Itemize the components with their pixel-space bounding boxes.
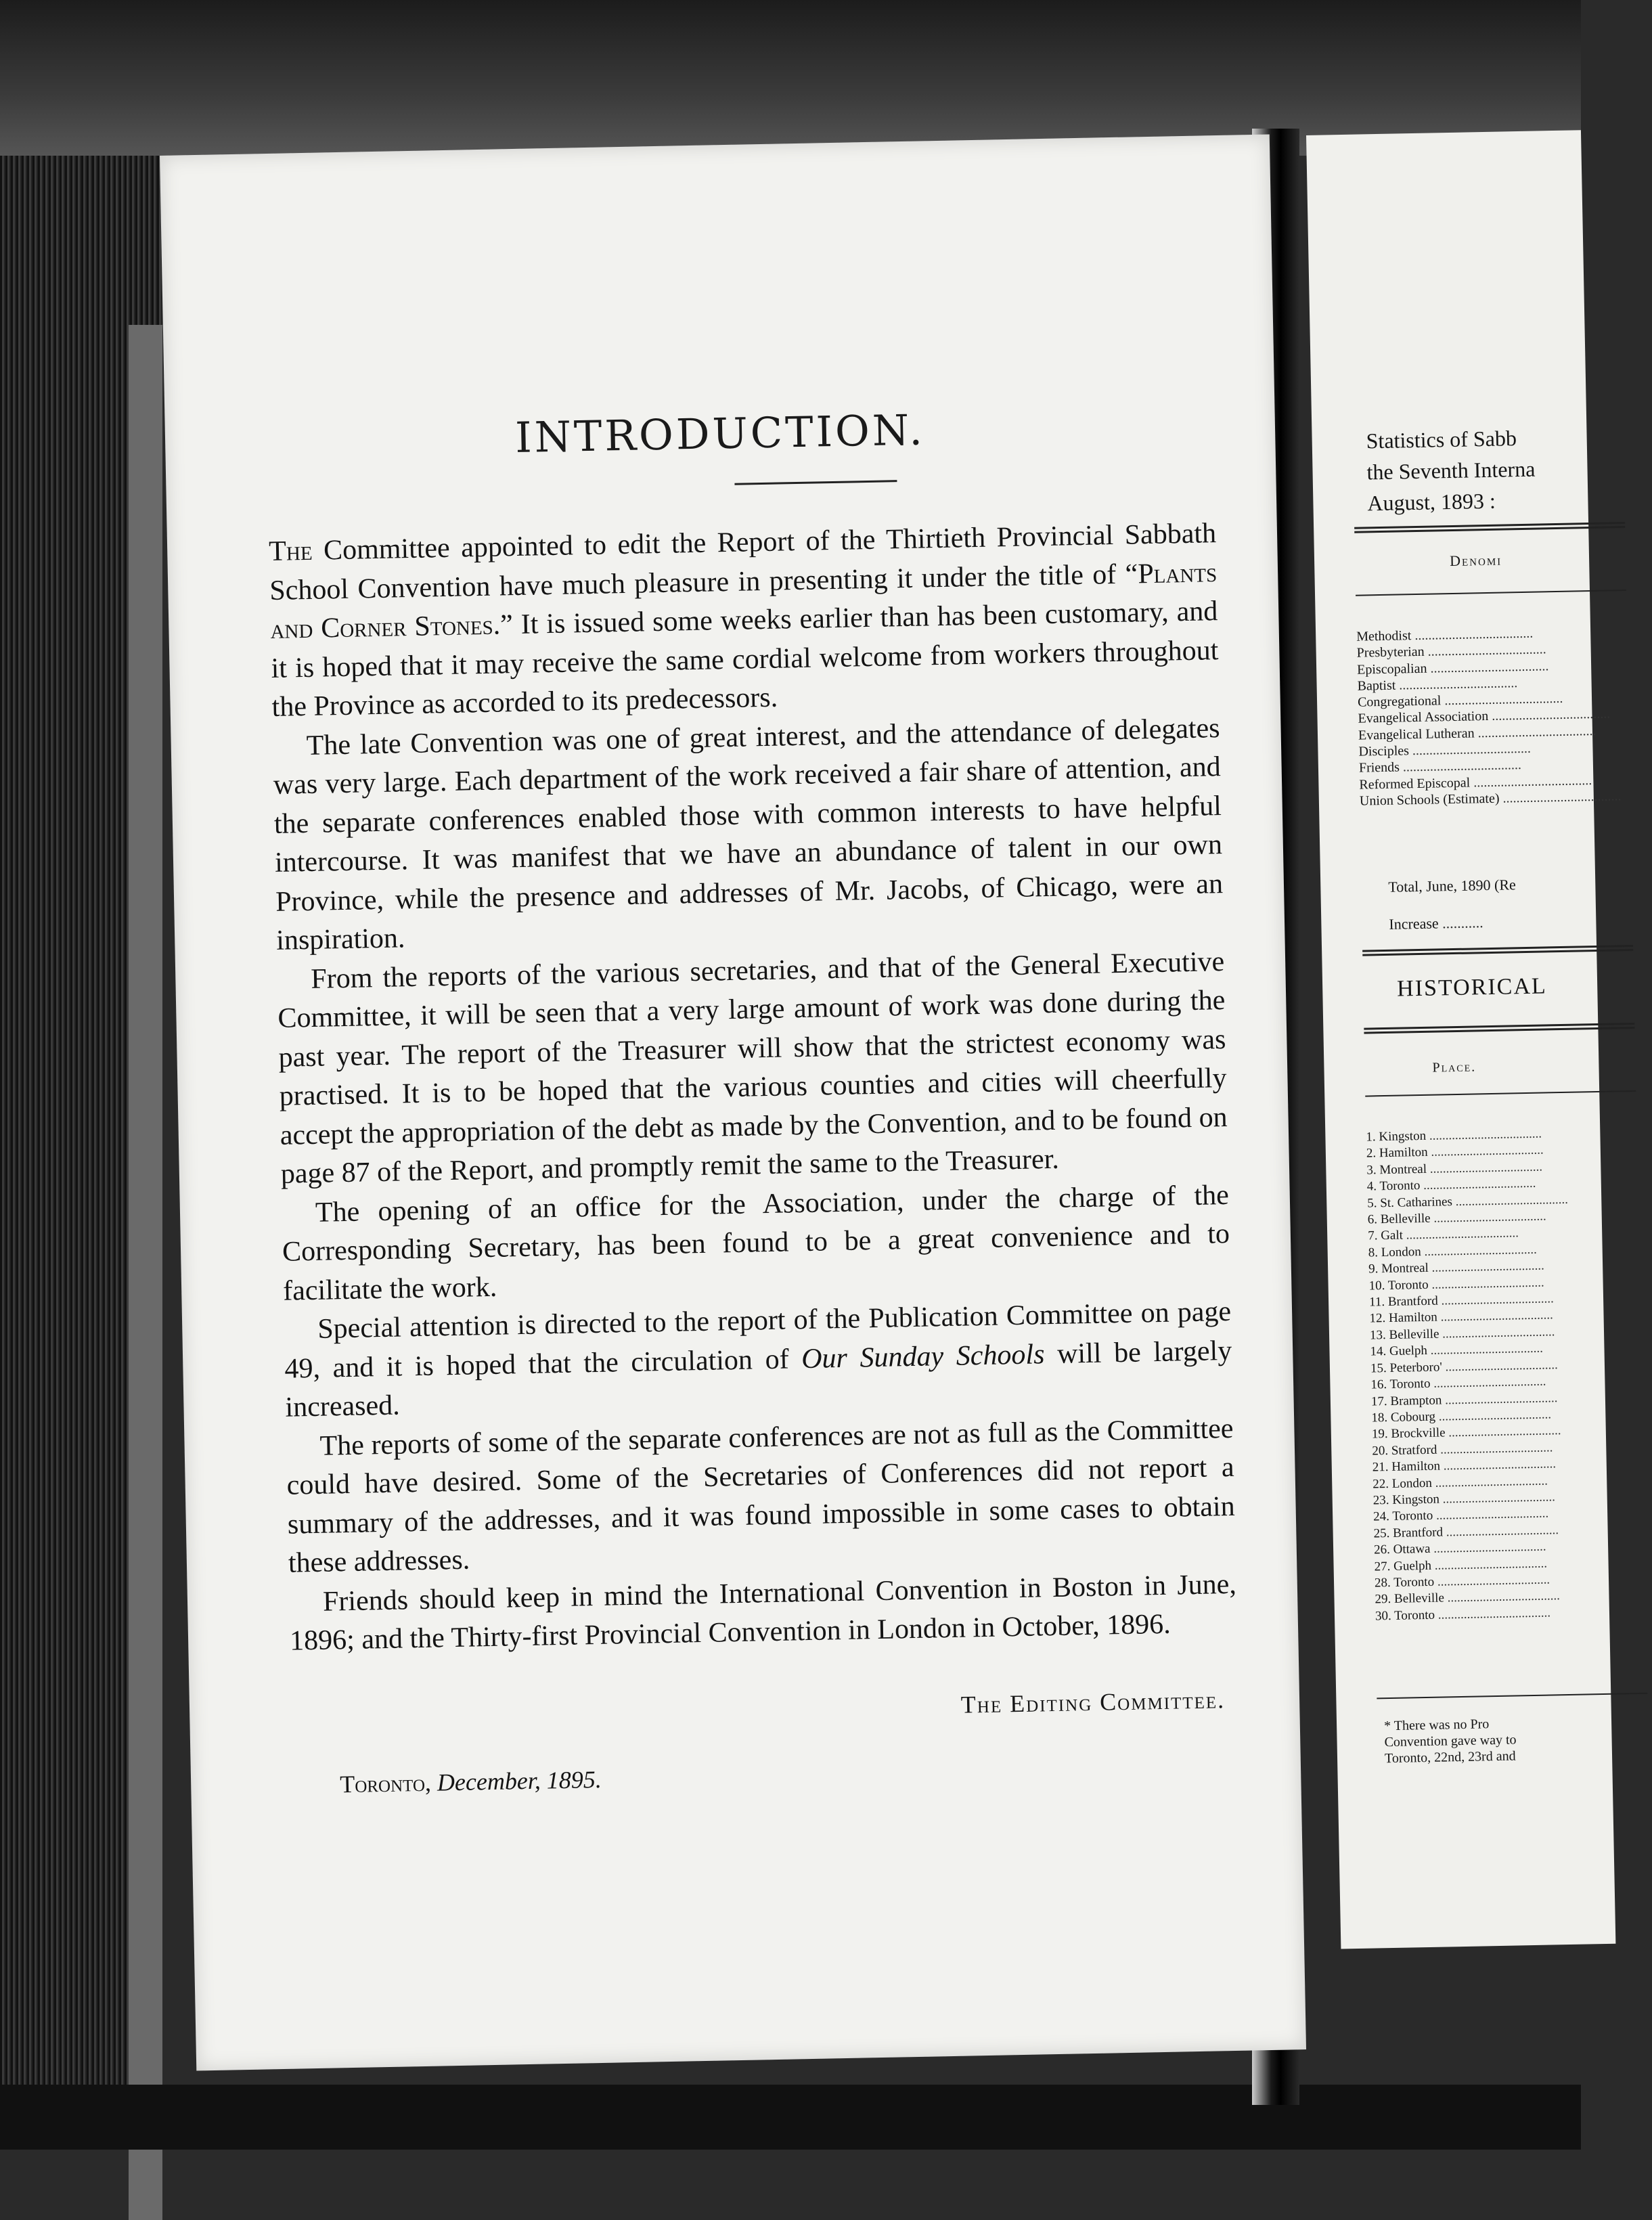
paragraph-6: The reports of some of the separate conferences are not as full as the Committee could have desired. Some of the Secretaries of Conferences did not report a summary of the addresses, and it was found impossible in some cases to obtain these addresses. (286, 1413, 1236, 1579)
place-row: 18. Cobourg ................................... (1371, 1407, 1552, 1425)
place-row: 14. Guelph ................................... (1370, 1341, 1544, 1359)
place-row: 8. London ................................... (1368, 1242, 1537, 1260)
place-row: 16. Toronto ................................... (1370, 1374, 1546, 1392)
place-row: 1. Kingston ................................... (1366, 1126, 1542, 1145)
scan-top-border (0, 0, 1581, 156)
dateline: Toronto, December, 1895. (339, 1765, 602, 1798)
place-row: 20. Stratford ................................... (1372, 1440, 1553, 1459)
place-row: 15. Peterboro' ................................... (1370, 1357, 1558, 1376)
place-header: Place. (1432, 1059, 1477, 1075)
place-row: 21. Hamilton ................................... (1372, 1457, 1557, 1475)
place-list (1366, 1126, 1576, 1625)
left-page (160, 135, 1306, 2071)
place-row: 3. Montreal ................................... (1366, 1159, 1543, 1178)
publication-title: Our Sunday Schools (801, 1338, 1045, 1375)
place-row: 10. Toronto ................................... (1368, 1275, 1544, 1293)
statistics-intro: Statistics of Sabb the Seventh Interna August, 1893 : (1366, 426, 1536, 516)
place-row: 6. Belleville ................................... (1367, 1209, 1546, 1227)
place-row: 2. Hamilton ................................... (1366, 1142, 1544, 1161)
place-row: 5. St. Catharines ................................... (1367, 1192, 1569, 1211)
place-row: 25. Brantford ................................... (1373, 1522, 1559, 1541)
paragraph-3: From the reports of the various secretaries, and that of the General Executive Committee, it will be seen that a very large amount of work was done during the past year. The report of the Treasurer will show that the strictest economy was practised. It is to be hoped that the various counties and cities will cheerfully accept the appropriation of the debt as made by the Convention, and to be found on page 87 of the Report, and promptly remit the same to the Treasurer. (277, 946, 1228, 1190)
place-row: 26. Ottawa ................................... (1373, 1539, 1546, 1557)
place-row: 27. Guelph ................................... (1374, 1556, 1548, 1574)
denomination-row: Baptist ................................... (1357, 675, 1518, 694)
paragraph-1: The Committee appointed to edit the Report of the Thirtieth Provincial Sabbath School Convention have much pleasure in presenting it under the title of “Plants and Corner Stones.” It is issued some weeks earlier than has been customary, and it is hoped that it may receive the same cordial welcome from workers throughout the Province as accorded to its predecessors. (268, 518, 1219, 723)
denomination-row: Evangelical Association ................................... (1358, 707, 1611, 727)
denomination-row: Methodist ................................... (1356, 625, 1534, 644)
right-page (1306, 130, 1622, 1949)
place-row: 28. Toronto ................................... (1374, 1572, 1550, 1591)
book-page-edges (0, 156, 162, 2118)
title-rule (734, 480, 897, 485)
place-row: 13. Belleville ................................... (1369, 1325, 1555, 1343)
paragraph-7: Friends should keep in mind the International Convention in Boston in June, 1896; and the Thirty-first Provincial Convention in London in October, 1896. (289, 1568, 1237, 1657)
place-row: 12. Hamilton ................................... (1369, 1308, 1554, 1326)
signoff: The Editing Committee. (960, 1686, 1226, 1718)
paragraph-2: The late Convention was one of great interest, and the attendance of delegates was very large. Each department of the work received a fair share of attention, and the separate conferences enabled those with common interests to have helpful intercourse. It was manifest that we have an abundance of talent in our own Province, while the presence and addresses of Mr. Jacobs, of Chicago, were an inspiration. (273, 712, 1224, 956)
place-row: 17. Brampton ................................... (1370, 1390, 1558, 1409)
place-row: 23. Kingston ................................... (1372, 1490, 1556, 1508)
denomination-row: Union Schools (Estimate) ................................... (1359, 789, 1622, 809)
scan-bottom-border (0, 2085, 1581, 2150)
denomination-row: Evangelical Lutheran ................................... (1358, 723, 1597, 743)
place-row: 11. Brantford ................................... (1368, 1291, 1554, 1310)
place-row: 19. Brockville ................................... (1371, 1423, 1561, 1442)
denomination-row: Episcopalian ................................... (1356, 658, 1549, 678)
place-row: 22. London ................................... (1372, 1473, 1548, 1492)
denomination-row: Presbyterian ................................... (1356, 642, 1546, 661)
place-row: 4. Toronto ................................... (1366, 1176, 1536, 1194)
report-title: Plants and Corner Stones. (270, 556, 1218, 645)
increase-row: Increase ........... (1389, 914, 1483, 933)
paragraph-4: The opening of an office for the Association, under the charge of the Corresponding Secretary, has been found to be a great convenience and to facilitate the work. (282, 1179, 1230, 1307)
denomination-row: Disciples ................................... (1358, 740, 1532, 759)
page-title: INTRODUCTION. (514, 405, 926, 462)
introduction-body (269, 514, 1238, 1661)
total-row: Total, June, 1890 (Re (1388, 876, 1517, 895)
place-row: 7. Galt ................................... (1368, 1226, 1519, 1243)
paragraph-5: Special attention is directed to the report of the Publication Committee on page 49, and it is hoped that the circulation of Our Sunday Schools will be largely increased. (284, 1295, 1232, 1423)
historical-heading: HISTORICAL (1396, 973, 1548, 1002)
denomination-header: Denomi (1449, 551, 1502, 570)
place-row: 24. Toronto ................................... (1373, 1506, 1549, 1524)
denomination-row: Reformed Episcopal ................................... (1359, 772, 1592, 793)
footnote: * There was no Pro Convention gave way to Toronto, 22nd, 23rd and (1383, 1716, 1517, 1767)
place-row: 29. Belleville ................................... (1375, 1589, 1561, 1607)
denomination-row: Congregational ................................... (1357, 691, 1563, 710)
denomination-list (1356, 623, 1622, 809)
denomination-row: Friends ................................... (1358, 757, 1522, 776)
place-row: 30. Toronto ................................... (1375, 1605, 1551, 1624)
place-row: 9. Montreal ................................... (1368, 1258, 1544, 1276)
